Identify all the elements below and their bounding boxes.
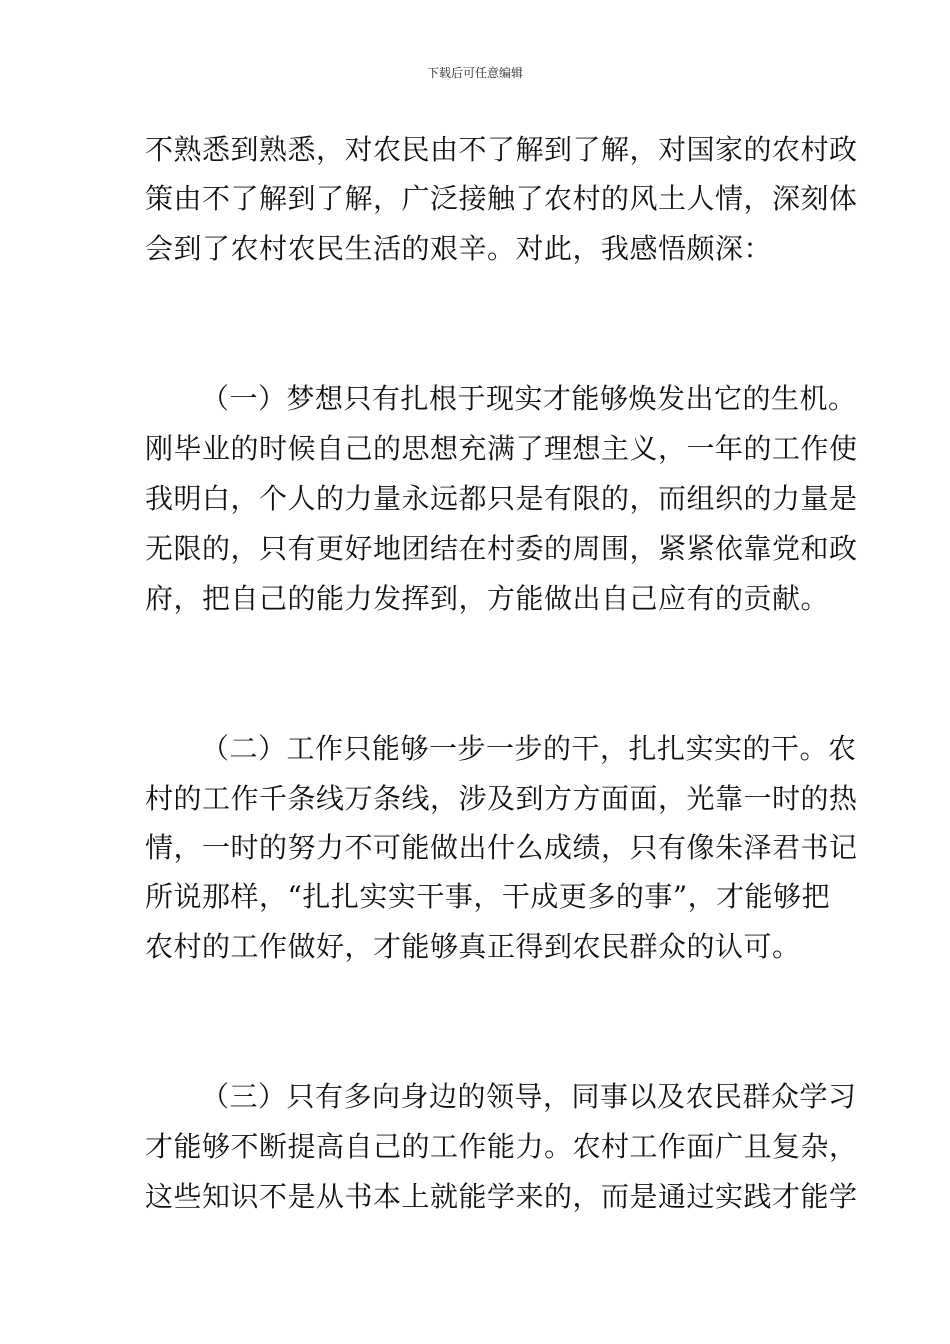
section2-line: 村的工作千条线万条线，涉及到方方面面，光靠一时的热: [145, 782, 858, 815]
header-note: 下载后可任意编辑: [426, 66, 523, 80]
section1-line: 刚毕业的时候自己的思想充满了理想主义，一年的工作使: [145, 432, 858, 465]
section3-line: 才能够不断提高自己的工作能力。农村工作面广且复杂，: [145, 1130, 858, 1163]
intro-line: 策由不了解到了解，广泛接触了农村的风土人情，深刻体: [145, 182, 858, 215]
section3-heading: （三）只有多向身边的领导，同事以及农民群众学习: [201, 1080, 857, 1113]
section2-heading: （二）工作只能够一步一步的干，扎扎实实的干。农: [201, 732, 857, 765]
section2-line: 情，一时的努力不可能做出什么成绩，只有像朱泽君书记: [145, 831, 858, 864]
intro-line: 不熟悉到熟悉，对农民由不了解到了解，对国家的农村政: [145, 133, 858, 166]
section3-line: 这些知识不是从书本上就能学来的，而是通过实践才能学: [145, 1180, 858, 1213]
intro-line: 会到了农村农民生活的艰辛。对此，我感悟颇深：: [145, 232, 773, 265]
section1-line: 我明白，个人的力量永远都只是有限的，而组织的力量是: [145, 482, 858, 515]
section2-line: 所说那样，“扎扎实实干事，干成更多的事”，才能够把: [145, 880, 831, 913]
section1-line: 府，把自己的能力发挥到，方能做出自己应有的贡献。: [145, 582, 830, 615]
section2-line: 农村的工作做好，才能够真正得到农民群众的认可。: [145, 930, 801, 963]
section1-heading: （一）梦想只有扎根于现实才能够焕发出它的生机。: [201, 382, 857, 415]
section1-line: 无限的，只有更好地团结在村委的周围，紧紧依靠党和政: [145, 532, 858, 565]
